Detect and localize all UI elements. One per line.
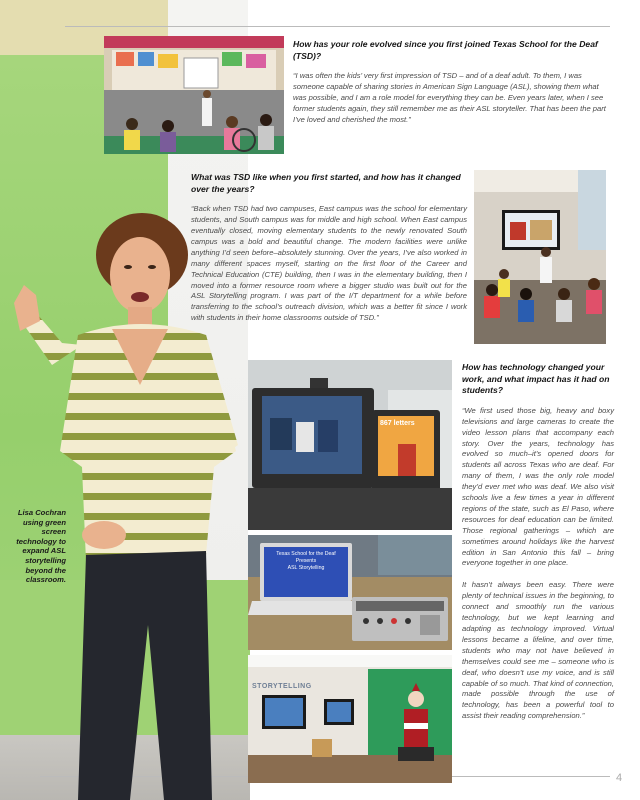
qa-block-tsd-history	[191, 172, 467, 324]
qa-block-role	[293, 39, 611, 126]
studio-wall-text: STORYTELLING	[252, 683, 312, 690]
laptop-screen-line: ASL Storytelling	[287, 565, 325, 571]
question-heading: What was TSD like when you first started, and how has it changed over the years?	[191, 172, 461, 194]
laptop-screen-line: Texas School for the Deaf	[276, 551, 336, 557]
monitor-banner-text: 867 letters	[380, 420, 415, 427]
qa-block-technology	[462, 362, 614, 722]
answer-paragraph: It hasn’t always been easy. There were plenty of technical issues in the beginning, to connect and smoothly run the various technology, but we kept learning and adapting as technology improved. Virtual lessons became a lifeline, and over time, students who may not have believed in themselves could see me – someone who is deaf, who doesn’t use my voice, and is still capable of so much. That kind of connection, made possible through the use of technology, has been a powerful tool to assist their reading comprehension.”	[462, 580, 614, 721]
laptop-screen-text	[266, 551, 346, 572]
answer-paragraph: “Back when TSD had two campuses, East campus was the school for elementary students, and South campus was for middle and high school. When East campus eventually closed, moving elementary students to the newly renovated South campus was a bold and beautiful change. The modern facilities were unlike anything I’d seen before–absolutely stunning. Over the years, I’ve also worked in many different spaces myself, starting on the first floor of the Career and Technical Education (CTE) building, then I was in the elementary building, then I moved into a former resource room where a bigger studio was built out for the ASL Storytelling program. I was part of the I/T department for a while before transferring to the school’s outreach division, which was a better fit since I work with students in their home classrooms outside of TSD.”	[191, 204, 467, 323]
answer-paragraph: “We first used those big, heavy and boxy televisions and large cameras to create the video lesson plans that accompany each story. Over the years, technology has evolved so much–it’s opened doors for students all across Texas who are deaf. For many of them, I was the only role model they’d ever met who was deaf. We also visit schools live a few times a year in different regions of the state, such as El Paso, where resources for deaf education can be limited. Those regional gatherings – which are sometimes around holidays like the harvest edition in San Antonio this fall – bring everyone together in one place.	[462, 405, 614, 568]
page-number: 4	[616, 772, 623, 784]
crt-monitors-photo	[248, 360, 452, 530]
tv-lesson-classroom-photo	[474, 170, 606, 344]
photo-caption: Lisa Cochran using green screen technology to expand ASL storytelling beyond the classroom.	[16, 508, 66, 585]
top-rule	[65, 26, 610, 27]
question-heading: How has your role evolved since you first joined Texas School for the Deaf (TSD)?	[293, 39, 598, 61]
laptop-screen-line: Presents	[295, 558, 317, 564]
classroom-storytelling-photo	[104, 36, 284, 154]
question-heading: How has technology changed your work, and what impact has it had on students?	[462, 362, 610, 396]
storytelling-studio-photo	[248, 655, 452, 783]
laptop-and-mixer-photo	[248, 535, 452, 650]
answer-paragraph: “I was often the kids’ very first impression of TSD – and of a deaf adult. To them, I was someone capable of sharing stories in American Sign Language (ASL), showing them what was possible, and I am a role model for everything they can be. Even years later, when I see former students again, they still remember me as their ASL storyteller. That has been the part I’ve loved and cherished the most.”	[293, 71, 606, 124]
